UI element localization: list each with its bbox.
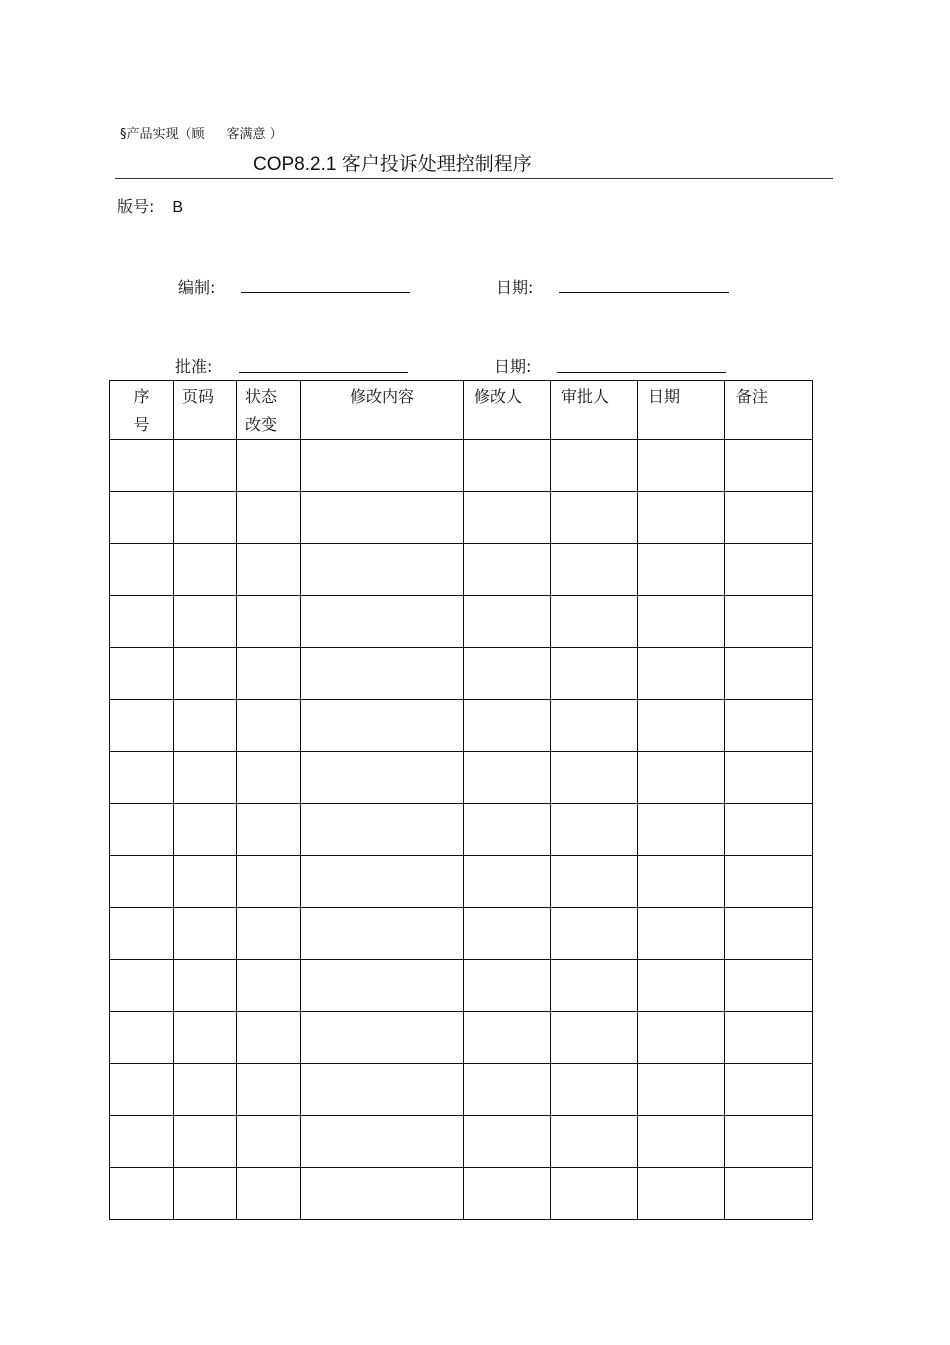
table-row — [110, 700, 813, 752]
table-cell[interactable] — [464, 960, 551, 1012]
table-cell[interactable] — [174, 804, 237, 856]
table-cell[interactable] — [110, 752, 174, 804]
table-cell[interactable] — [638, 544, 725, 596]
table-cell[interactable] — [301, 960, 464, 1012]
table-cell[interactable] — [638, 1012, 725, 1064]
column-header-page: 页码 — [174, 381, 237, 440]
table-cell[interactable] — [638, 752, 725, 804]
table-cell[interactable] — [551, 908, 638, 960]
table-cell[interactable] — [638, 700, 725, 752]
table-cell[interactable] — [110, 596, 174, 648]
table-cell[interactable] — [638, 1064, 725, 1116]
table-cell[interactable] — [110, 648, 174, 700]
table-cell[interactable] — [237, 544, 301, 596]
table-cell[interactable] — [174, 856, 237, 908]
table-cell[interactable] — [301, 492, 464, 544]
table-cell[interactable] — [551, 1064, 638, 1116]
table-cell[interactable] — [110, 856, 174, 908]
table-cell[interactable] — [464, 700, 551, 752]
table-cell[interactable] — [638, 1116, 725, 1168]
table-cell[interactable] — [301, 856, 464, 908]
table-cell[interactable] — [725, 804, 813, 856]
table-cell[interactable] — [725, 648, 813, 700]
table-cell[interactable] — [110, 1116, 174, 1168]
table-cell[interactable] — [551, 440, 638, 492]
table-cell[interactable] — [174, 492, 237, 544]
table-cell[interactable] — [464, 1012, 551, 1064]
table-cell[interactable] — [725, 1116, 813, 1168]
table-cell[interactable] — [464, 856, 551, 908]
section-note-left: §产品实现（顾 — [120, 127, 205, 142]
table-cell[interactable] — [301, 596, 464, 648]
column-header-status-change: 状态 改变 — [237, 381, 301, 440]
table-cell[interactable] — [301, 1168, 464, 1220]
document-title: COP8.2.1 客户投诉处理控制程序 — [253, 154, 532, 175]
compiled-label: 编制: — [178, 278, 216, 297]
table-cell[interactable] — [551, 648, 638, 700]
table-cell[interactable] — [301, 700, 464, 752]
table-cell[interactable] — [174, 648, 237, 700]
table-cell[interactable] — [551, 1168, 638, 1220]
version-value: B — [172, 199, 184, 216]
table-cell[interactable] — [725, 492, 813, 544]
table-cell[interactable] — [464, 544, 551, 596]
table-cell[interactable] — [638, 856, 725, 908]
table-cell[interactable] — [237, 492, 301, 544]
table-cell[interactable] — [110, 1064, 174, 1116]
table-cell[interactable] — [551, 1116, 638, 1168]
compiled-date-line[interactable] — [559, 292, 729, 293]
table-cell[interactable] — [464, 804, 551, 856]
table-cell[interactable] — [725, 544, 813, 596]
table-cell[interactable] — [464, 1116, 551, 1168]
table-cell[interactable] — [301, 440, 464, 492]
table-cell[interactable] — [174, 1064, 237, 1116]
table-cell[interactable] — [464, 596, 551, 648]
table-cell[interactable] — [174, 908, 237, 960]
compiled-signature-line[interactable] — [241, 292, 410, 293]
table-cell[interactable] — [301, 1012, 464, 1064]
table-cell[interactable] — [551, 1012, 638, 1064]
table-cell[interactable] — [725, 856, 813, 908]
table-cell[interactable] — [638, 804, 725, 856]
section-note-right: 客满意 ） — [226, 127, 283, 142]
table-cell[interactable] — [110, 908, 174, 960]
section-note — [120, 123, 283, 142]
table-cell[interactable] — [638, 492, 725, 544]
table-cell[interactable] — [638, 908, 725, 960]
table-cell[interactable] — [301, 752, 464, 804]
table-cell[interactable] — [174, 1012, 237, 1064]
table-cell[interactable] — [725, 960, 813, 1012]
table-cell[interactable] — [110, 804, 174, 856]
table-cell[interactable] — [638, 1168, 725, 1220]
approved-date-line[interactable] — [557, 372, 726, 373]
table-row — [110, 1064, 813, 1116]
table-cell[interactable] — [174, 596, 237, 648]
table-cell[interactable] — [174, 700, 237, 752]
column-header-editor: 修改人 — [464, 381, 551, 440]
version-label: 版号: — [117, 197, 155, 216]
table-cell[interactable] — [301, 648, 464, 700]
table-cell[interactable] — [301, 1064, 464, 1116]
table-cell[interactable] — [237, 804, 301, 856]
table-cell[interactable] — [464, 440, 551, 492]
table-cell[interactable] — [725, 596, 813, 648]
table-cell[interactable] — [551, 804, 638, 856]
column-header-approver: 审批人 — [551, 381, 638, 440]
table-cell[interactable] — [237, 1116, 301, 1168]
table-cell[interactable] — [237, 440, 301, 492]
table-row — [110, 596, 813, 648]
table-cell[interactable] — [725, 1168, 813, 1220]
header-divider — [115, 178, 833, 179]
table-cell[interactable] — [237, 700, 301, 752]
table-cell[interactable] — [464, 1064, 551, 1116]
table-row — [110, 1168, 813, 1220]
table-cell[interactable] — [725, 1064, 813, 1116]
table-row — [110, 492, 813, 544]
table-cell[interactable] — [464, 752, 551, 804]
table-cell[interactable] — [638, 440, 725, 492]
table-cell[interactable] — [725, 700, 813, 752]
table-row — [110, 440, 813, 492]
date-label-approved: 日期: — [494, 357, 532, 376]
table-cell[interactable] — [174, 960, 237, 1012]
table-row — [110, 960, 813, 1012]
column-header-date: 日期 — [638, 381, 725, 440]
table-cell[interactable] — [551, 492, 638, 544]
table-row — [110, 752, 813, 804]
revision-table-header — [110, 381, 813, 440]
table-row — [110, 1012, 813, 1064]
table-cell[interactable] — [237, 1168, 301, 1220]
table-cell[interactable] — [638, 648, 725, 700]
table-cell[interactable] — [237, 648, 301, 700]
table-cell[interactable] — [725, 752, 813, 804]
table-cell[interactable] — [110, 1168, 174, 1220]
table-row — [110, 856, 813, 908]
table-cell[interactable] — [110, 440, 174, 492]
table-cell[interactable] — [464, 1168, 551, 1220]
table-cell[interactable] — [638, 960, 725, 1012]
table-cell[interactable] — [638, 596, 725, 648]
table-cell[interactable] — [174, 544, 237, 596]
table-cell[interactable] — [464, 908, 551, 960]
table-cell[interactable] — [551, 700, 638, 752]
column-header-content: 修改内容 — [301, 381, 464, 440]
approved-label: 批准: — [175, 357, 213, 376]
version-field — [117, 194, 183, 217]
table-cell[interactable] — [725, 1012, 813, 1064]
table-row — [110, 648, 813, 700]
table-cell[interactable] — [301, 544, 464, 596]
column-header-seq: 序 号 — [110, 381, 174, 440]
table-cell[interactable] — [237, 856, 301, 908]
table-cell[interactable] — [237, 1012, 301, 1064]
table-cell[interactable] — [551, 752, 638, 804]
table-cell[interactable] — [237, 960, 301, 1012]
table-cell[interactable] — [464, 492, 551, 544]
table-row — [110, 908, 813, 960]
table-cell[interactable] — [237, 908, 301, 960]
table-cell[interactable] — [110, 544, 174, 596]
table-cell[interactable] — [174, 440, 237, 492]
revision-table — [109, 380, 813, 1220]
table-row — [110, 544, 813, 596]
table-row — [110, 1116, 813, 1168]
table-cell[interactable] — [110, 960, 174, 1012]
table-cell[interactable] — [174, 1116, 237, 1168]
table-cell[interactable] — [237, 752, 301, 804]
table-cell[interactable] — [464, 648, 551, 700]
approved-signature-line[interactable] — [239, 372, 408, 373]
table-cell[interactable] — [237, 596, 301, 648]
table-cell[interactable] — [725, 440, 813, 492]
table-cell[interactable] — [237, 1064, 301, 1116]
table-cell[interactable] — [551, 544, 638, 596]
table-cell[interactable] — [110, 700, 174, 752]
table-cell[interactable] — [174, 752, 237, 804]
table-cell[interactable] — [301, 1116, 464, 1168]
table-cell[interactable] — [174, 1168, 237, 1220]
date-label-compiled: 日期: — [496, 278, 534, 297]
table-cell[interactable] — [301, 908, 464, 960]
table-cell[interactable] — [551, 960, 638, 1012]
table-row — [110, 804, 813, 856]
table-cell[interactable] — [551, 856, 638, 908]
column-header-remarks: 备注 — [725, 381, 813, 440]
table-cell[interactable] — [110, 1012, 174, 1064]
table-cell[interactable] — [301, 804, 464, 856]
table-cell[interactable] — [110, 492, 174, 544]
table-cell[interactable] — [551, 596, 638, 648]
table-cell[interactable] — [725, 908, 813, 960]
